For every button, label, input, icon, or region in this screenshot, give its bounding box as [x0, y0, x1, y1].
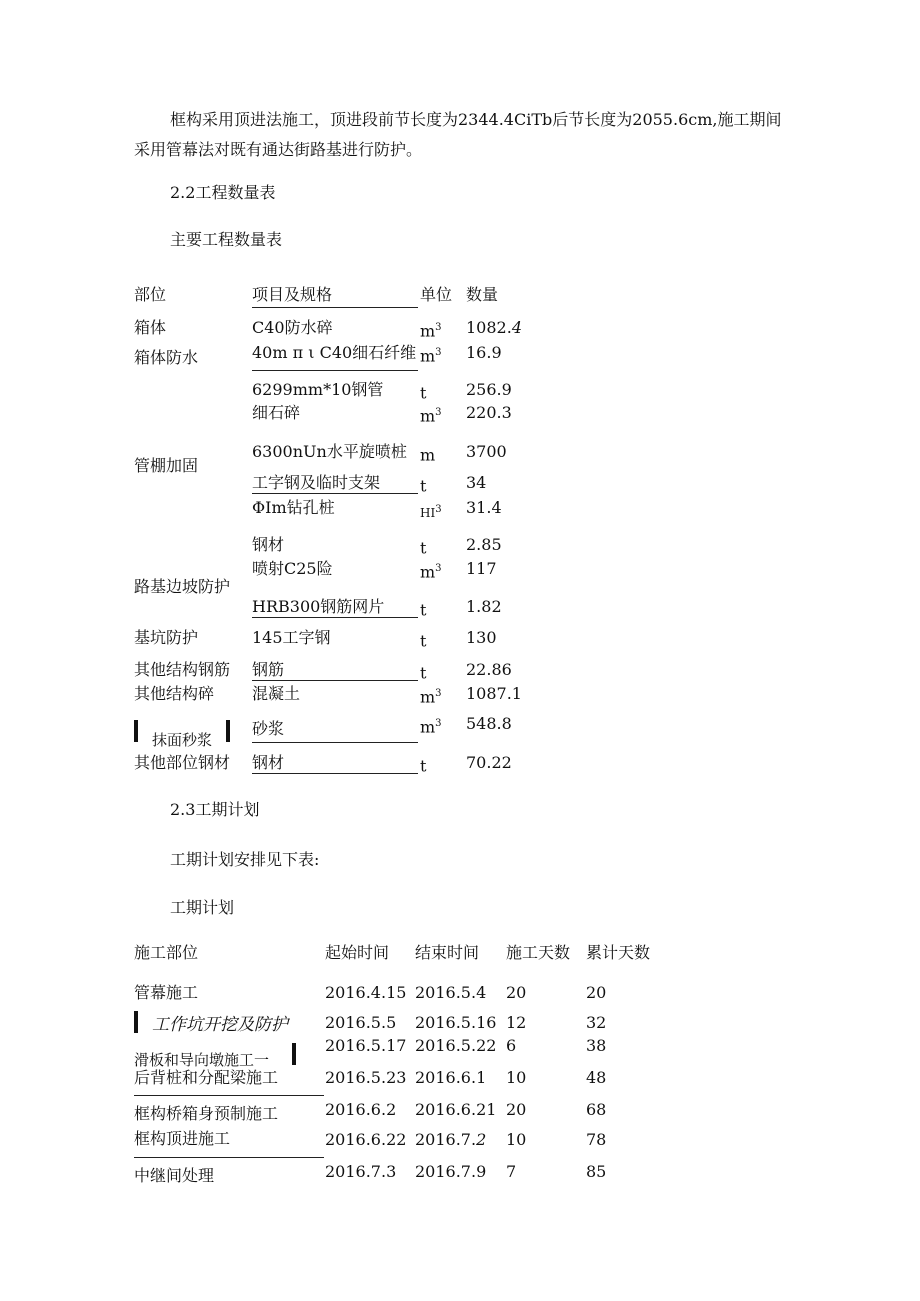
- margin-bar: [134, 1011, 138, 1033]
- qty-header-part: 部位: [134, 285, 167, 304]
- row-unit: t: [420, 663, 427, 683]
- sched-end: 2016.7.2: [415, 1130, 487, 1149]
- part-label: 箱体防水: [134, 348, 199, 367]
- sched-total: 78: [586, 1130, 607, 1149]
- row-divider: [134, 1095, 324, 1096]
- row-qty: 2.85: [466, 535, 502, 554]
- row-item: 145工字钢: [252, 628, 331, 647]
- part-label: 管棚加固: [134, 456, 199, 475]
- sched-total: 32: [586, 1013, 607, 1032]
- row-item: 钢材: [252, 753, 285, 772]
- row-qty: 34: [466, 473, 487, 492]
- row-unit: $m^3$: [420, 717, 442, 737]
- row-unit: t: [420, 538, 427, 558]
- section-heading-2-3: 2.3工期计划: [170, 800, 260, 819]
- sched-start: 2016.5.17: [325, 1036, 407, 1055]
- sched-total: 20: [586, 983, 607, 1002]
- row-unit: $m^3$: [420, 321, 442, 341]
- schedule-intro: 工期计划安排见下表:: [170, 850, 320, 869]
- sched-days: 6: [506, 1036, 517, 1055]
- sched-days: 7: [506, 1162, 517, 1181]
- sched-end: 2016.7.9: [415, 1162, 487, 1181]
- row-qty: 117: [466, 559, 497, 578]
- row-item: 40m π ι C40细石纤维: [252, 343, 417, 362]
- sched-start: 2016.6.2: [325, 1100, 397, 1119]
- row-item: 细石碎: [252, 403, 301, 422]
- intro-paragraph: 框构采用顶进法施工，顶进段前节长度为2344.4CiTb后节长度为2055.6cm,施工期间采用管幕法对既有通达街路基进行防护。: [134, 110, 782, 159]
- row-item: 喷射C25险: [252, 559, 333, 578]
- row-qty: 548.8: [466, 714, 512, 733]
- sched-end: 2016.5.16: [415, 1013, 497, 1032]
- sched-part-label: 滑板和导向墩施工一: [134, 1051, 270, 1069]
- sched-part-label: 中继间处理: [134, 1166, 215, 1185]
- row-qty: 1087.1: [466, 684, 522, 703]
- section-heading-2-2: 2.2工程数量表: [170, 183, 276, 202]
- row-item: 砂浆: [252, 719, 285, 738]
- sched-days: 20: [506, 1100, 527, 1119]
- row-qty: 220.3: [466, 403, 512, 422]
- row-unit: t: [420, 756, 427, 776]
- sched-end: 2016.6.21: [415, 1100, 497, 1119]
- sched-days: 12: [506, 1013, 527, 1032]
- row-unit: t: [420, 476, 427, 496]
- row-unit: $HI^3$: [420, 504, 442, 520]
- sched-days: 20: [506, 983, 527, 1002]
- row-qty: 70.22: [466, 753, 512, 772]
- sched-days: 10: [506, 1130, 527, 1149]
- sched-start: 2016.7.3: [325, 1162, 397, 1181]
- row-item: ΦIm钻孔桩: [252, 498, 335, 517]
- row-divider: [134, 1157, 324, 1158]
- part-label: 抹面秒浆: [152, 731, 213, 749]
- row-item: 钢材: [252, 535, 285, 554]
- row-unit: $m^3$: [420, 346, 442, 366]
- sched-total: 48: [586, 1068, 607, 1087]
- sched-start: 2016.5.5: [325, 1013, 397, 1032]
- row-item: 混凝土: [252, 684, 301, 703]
- sched-end: 2016.5.22: [415, 1036, 497, 1055]
- sched-part-label: 框构顶进施工: [134, 1129, 231, 1148]
- row-qty: 1.82: [466, 597, 502, 616]
- row-divider: [252, 617, 418, 618]
- row-unit: $m^3$: [420, 687, 442, 707]
- part-label: 基坑防护: [134, 628, 199, 647]
- sched-end: 2016.6.1: [415, 1068, 487, 1087]
- sched-end: 2016.5.4: [415, 983, 487, 1002]
- qty-header-quantity: 数量: [466, 285, 499, 304]
- row-item: 钢筋: [252, 660, 285, 679]
- schedule-table-title: 工期计划: [170, 898, 235, 917]
- row-divider: [252, 742, 418, 743]
- sched-start: 2016.4.15: [325, 983, 407, 1002]
- row-qty: 16.9: [466, 343, 502, 362]
- row-unit: t: [420, 600, 427, 620]
- row-item: 6299mm*10钢管: [252, 380, 384, 399]
- sched-part-label: 后背桩和分配梁施工: [134, 1068, 279, 1087]
- row-item: 工字钢及临时支架: [252, 473, 381, 492]
- header-underline: [252, 307, 418, 308]
- row-unit: m: [420, 445, 436, 465]
- row-qty: 130: [466, 628, 497, 647]
- sched-part-label: 框构桥箱身预制施工: [134, 1104, 279, 1123]
- part-label: 其他结构钢筋: [134, 660, 231, 679]
- sched-total: 38: [586, 1036, 607, 1055]
- sched-header-total: 累计天数: [586, 943, 651, 962]
- sched-total: 68: [586, 1100, 607, 1119]
- row-unit: t: [420, 383, 427, 403]
- sched-header-start: 起始时间: [325, 943, 390, 962]
- row-divider: [252, 680, 418, 681]
- row-unit: $m^3$: [420, 562, 442, 582]
- row-qty: 3700: [466, 442, 507, 461]
- row-item: HRB300钢筋网片: [252, 597, 385, 616]
- row-divider: [252, 493, 418, 494]
- row-qty: 22.86: [466, 660, 512, 679]
- row-unit: t: [420, 631, 427, 651]
- sched-header-end: 结束时间: [415, 943, 480, 962]
- sched-header-days: 施工天数: [506, 943, 571, 962]
- qty-header-item: 项目及规格: [252, 285, 333, 304]
- sched-days: 10: [506, 1068, 527, 1087]
- margin-bar: [226, 720, 230, 742]
- sched-start: 2016.5.23: [325, 1068, 407, 1087]
- row-qty: 256.9: [466, 380, 512, 399]
- quantity-table-title: 主要工程数量表: [170, 230, 283, 249]
- part-label: 其他部位钢材: [134, 753, 231, 772]
- row-qty: 31.4: [466, 498, 502, 517]
- sched-total: 85: [586, 1162, 607, 1181]
- sched-start: 2016.6.22: [325, 1130, 407, 1149]
- margin-bar: [292, 1043, 296, 1065]
- row-divider: [252, 773, 418, 774]
- sched-part-label: 工作坑开挖及防护: [152, 1015, 288, 1035]
- row-unit: $m^3$: [420, 406, 442, 426]
- row-item: 6300nUn水平旋喷桩: [252, 442, 407, 461]
- sched-part-label: 管幕施工: [134, 983, 199, 1002]
- row-divider: [252, 370, 418, 371]
- row-item: C40防水碎: [252, 318, 333, 337]
- part-label: 路基边坡防护: [134, 577, 231, 596]
- part-label: 其他结构碎: [134, 684, 215, 703]
- part-label: 箱体: [134, 318, 167, 337]
- row-qty: 1082.4: [466, 318, 522, 337]
- sched-header-part: 施工部位: [134, 943, 199, 962]
- margin-bar: [134, 720, 138, 742]
- qty-header-unit: 单位: [420, 285, 453, 304]
